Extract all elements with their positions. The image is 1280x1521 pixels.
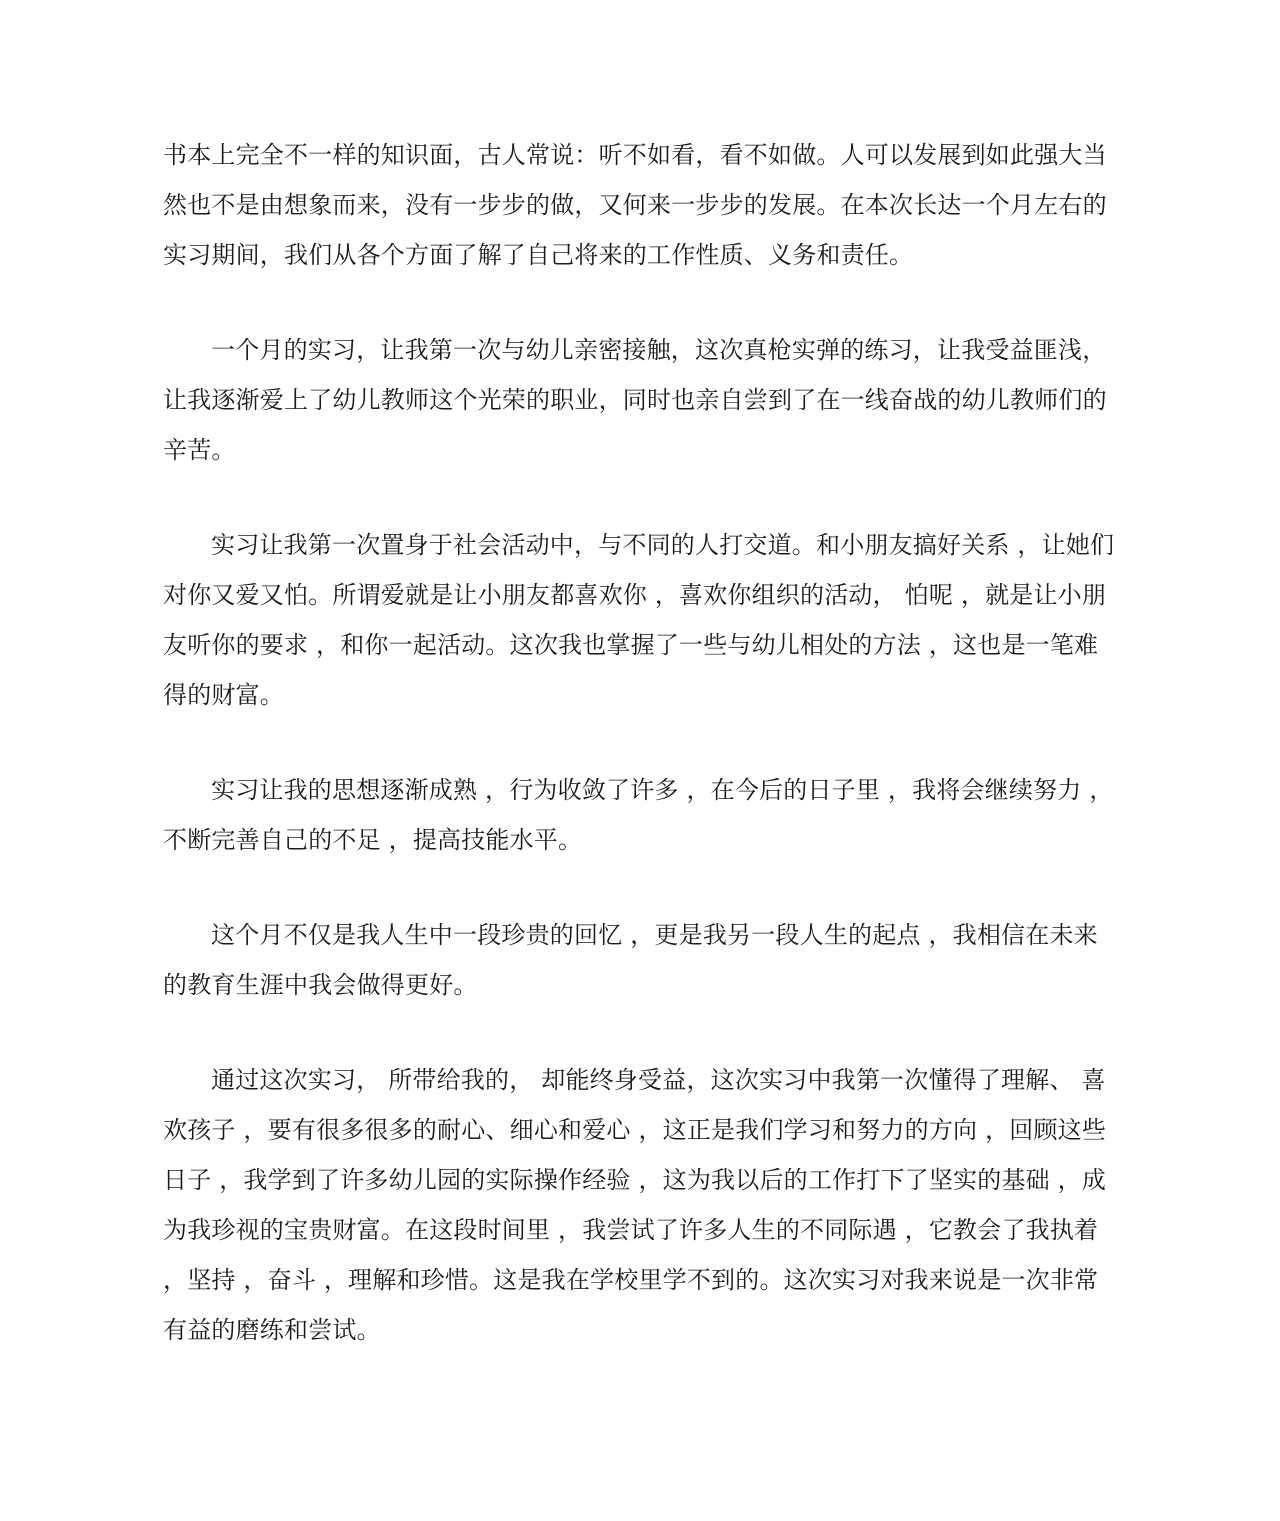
paragraph-6: 通过这次实习， 所带给我的， 却能终身受益，这次实习中我第一次懂得了理解、 喜欢孩子 ，要有很多很多的耐心、细心和爱心 ，这正是我们学习和努力的方向 ，回顾这些日子 ，我学到了许多幼儿园的实际操作经验 ，这为我以后的工作打下了坚实的基础 ，成为我珍视的宝贵财富。在这段时间里 ，我尝试了许多人生的不同际遇 ，它教会了我执着 ，坚持 ，奋斗 ，理解和珍惜。这是我在学校里学不到的。这次实习对我来说是一次非常有益的磨练和尝试。 [163,1066,1107,1344]
paragraph-1: 书本上完全不一样的知识面，古人常说：听不如看，看不如做。人可以发展到如此强大当然也不是由想象而来，没有一步步的做，又何来一步步的发展。在本次长达一个月左右的实习期间，我们从各个方面了解了自己将来的工作性质、义务和责任。 [163,141,1107,269]
paragraph-3: 实习让我第一次置身于社会活动中，与不同的人打交道。和小朋友搞好关系 ，让她们对你又爱又怕。所谓爱就是让小朋友都喜欢你 ，喜欢你组织的活动， 怕呢 ，就是让小朋友听你的要求 ，和你一起活动。这次我也掌握了一些与幼儿相处的方法 ，这也是一笔难得的财富。 [163,531,1115,709]
paragraph-4: 实习让我的思想逐渐成熟 ，行为收敛了许多 ，在今后的日子里 ，我将会继续努力 ，不断完善自己的不足 ，提高技能水平。 [163,776,1114,854]
document-body [163,130,1119,1355]
paragraph-2: 一个月的实习，让我第一次与幼儿亲密接触，这次真枪实弹的练习，让我受益匪浅，让我逐渐爱上了幼儿教师这个光荣的职业，同时也亲自尝到了在一线奋战的幼儿教师们的辛苦。 [163,336,1107,464]
paragraph-5: 这个月不仅是我人生中一段珍贵的回忆 ，更是我另一段人生的起点 ，我相信在未来的教育生涯中我会做得更好。 [163,921,1098,999]
